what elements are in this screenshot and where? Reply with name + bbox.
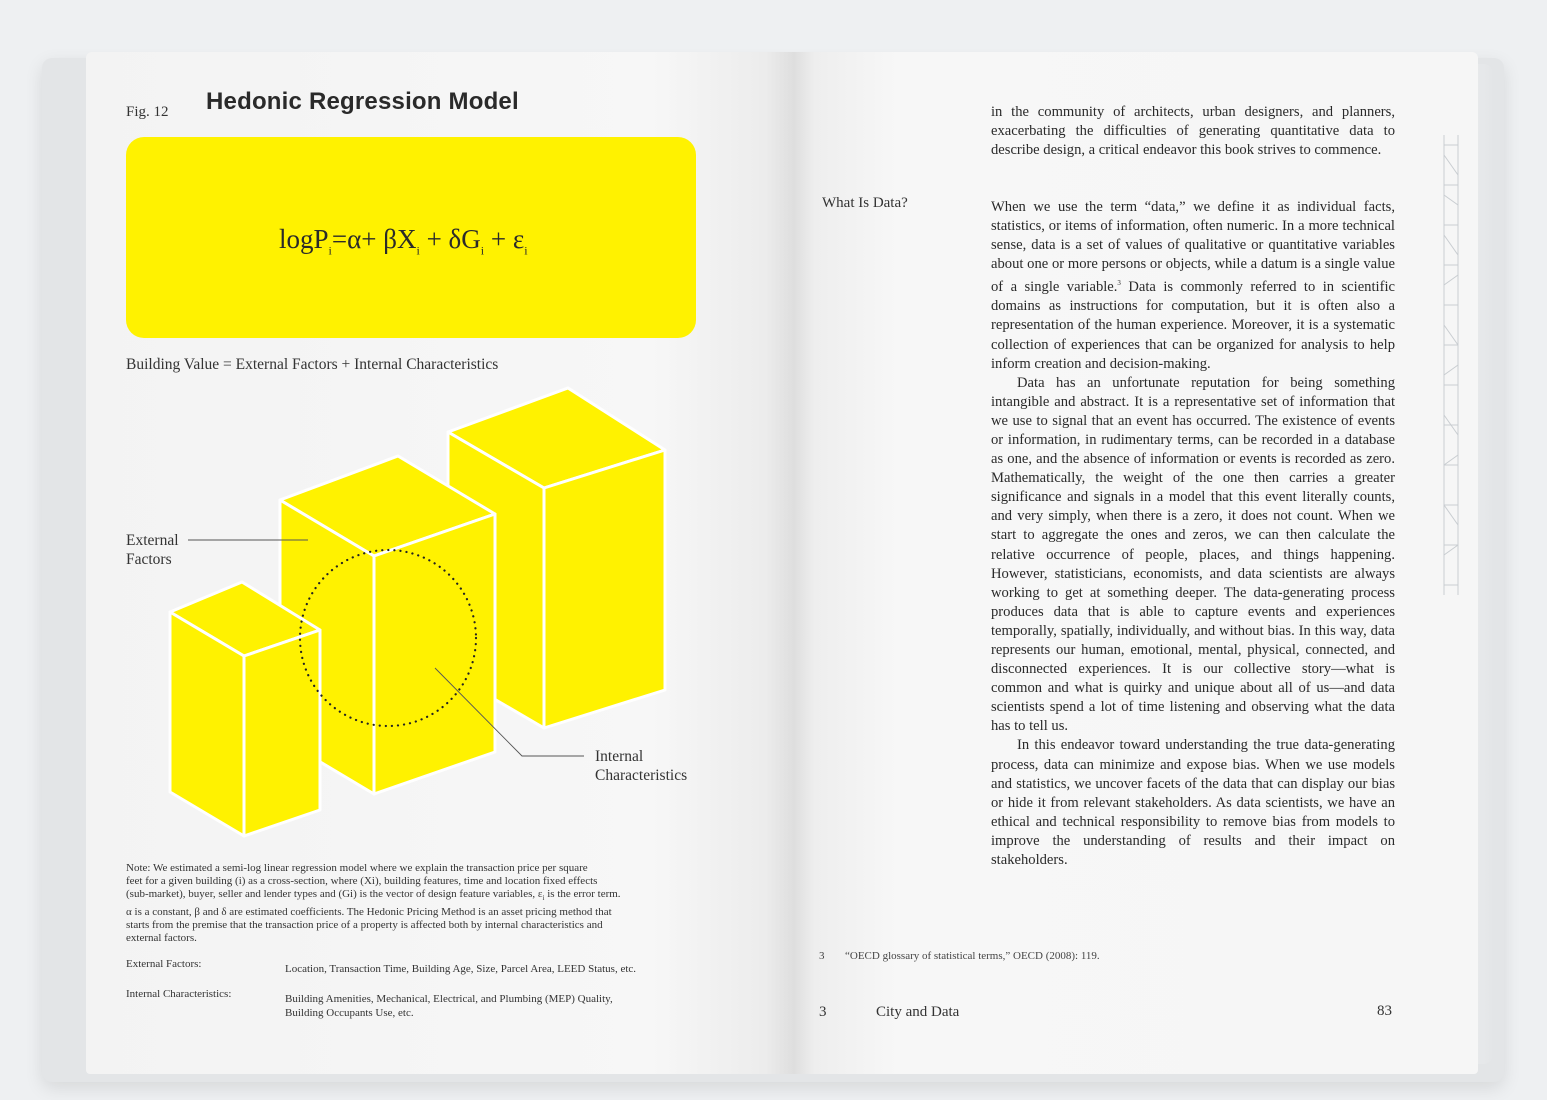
intro-paragraph bbox=[991, 103, 1395, 160]
internal-callout-line1: Internal bbox=[595, 748, 644, 765]
note-line bbox=[126, 888, 696, 905]
formula-subscript-i: i bbox=[328, 243, 332, 258]
formula-subscript-i: i bbox=[416, 243, 420, 258]
definition-term: Internal Characteristics: bbox=[126, 988, 232, 1000]
internal-callout-line2: Characteristics bbox=[595, 767, 688, 784]
note-line-head: (sub-market), buyer, seller and lender types and (Gi) is the vector of design feature variables, ε bbox=[126, 888, 543, 901]
note-line-tail: is the error term. bbox=[544, 888, 621, 901]
section-side-heading: What Is Data? bbox=[822, 195, 908, 211]
definition-term: External Factors: bbox=[126, 958, 202, 970]
formula-epsilon: + ε bbox=[484, 224, 525, 254]
internal-characteristics-callout bbox=[595, 747, 687, 785]
footer-chapter-title: City and Data bbox=[876, 1004, 960, 1020]
external-factors-callout bbox=[126, 531, 179, 569]
external-callout-line1: External bbox=[126, 532, 179, 549]
paragraph-1-part-b: Data is commonly referred to in scientific domains as instructions for computation, but it is often also a representation of the human experience. Moreover, it is a systematic collection of experiences that can be organized for analysis to help inform creation and decision-making. bbox=[991, 279, 1395, 372]
note-subscript-i: i bbox=[542, 894, 545, 903]
definition-value-line1: Building Amenities, Mechanical, Electrical, and Plumbing (MEP) Quality, bbox=[285, 993, 613, 1005]
small-block-right bbox=[244, 630, 320, 836]
tall-block-right bbox=[544, 450, 665, 728]
footnote-reference: 3 bbox=[1117, 279, 1121, 288]
note-line: starts from the premise that the transaction price of a property is affected both by internal characteristics and bbox=[126, 919, 603, 931]
definition-value bbox=[285, 993, 613, 1020]
formula-subscript-i: i bbox=[480, 243, 485, 258]
footnote-text: “OECD glossary of statistical terms,” OECD (2008): 119. bbox=[845, 950, 1100, 962]
formula-alpha: =α+ bbox=[331, 224, 384, 254]
note-line: external factors. bbox=[126, 932, 197, 945]
paragraph-3: In this endeavor toward understanding the true data-generating process, data can minimize and expose bias. When we use models and statistics, we uncover facets of the data that can display our bias or hide it from relevant stakeholders. As data scientists, we have an ethical and technical responsibility to remove bias from models to improve the understanding of results and their impact on stakeholders. bbox=[991, 737, 1395, 869]
intro-paragraph-text: in the community of architects, urban designers, and planners, exacerbating the difficulties of generating quantitative data to describe design, a critical endeavor this book strives to commence. bbox=[991, 104, 1395, 159]
paragraph-1 bbox=[991, 198, 1395, 374]
figure-number: Fig. 12 bbox=[126, 104, 169, 120]
equation-caption: Building Value = External Factors + Internal Characteristics bbox=[126, 356, 499, 373]
footer-chapter-number: 3 bbox=[819, 1004, 827, 1020]
definition-value: Location, Transaction Time, Building Age, Size, Parcel Area, LEED Status, etc. bbox=[285, 963, 637, 975]
formula-subscript-i: i bbox=[524, 243, 528, 258]
definition-value-line2: Building Occupants Use, etc. bbox=[285, 1006, 414, 1019]
regression-formula bbox=[279, 224, 528, 258]
footer-page-number: 83 bbox=[1377, 1003, 1392, 1019]
figure-note bbox=[126, 862, 696, 945]
section-body bbox=[991, 198, 1395, 870]
middle-block-right bbox=[374, 514, 495, 794]
ruler-strip bbox=[1440, 135, 1462, 595]
external-callout-line2: Factors bbox=[126, 551, 172, 568]
footnote-number: 3 bbox=[819, 950, 825, 962]
formula-delta-g: + δG bbox=[419, 224, 481, 254]
note-line: Note: We estimated a semi-log linear regression model where we explain the transaction price per square bbox=[126, 862, 588, 874]
note-line: α is a constant, β and δ are estimated coefficients. The Hedonic Pricing Method is an asset pricing method that bbox=[126, 905, 612, 918]
formula-beta-x: βX bbox=[383, 224, 417, 254]
formula-log-p: logP bbox=[279, 224, 329, 254]
paragraph-2: Data has an unfortunate reputation for being something intangible and abstract. It is a representative set of information that we use to signal that an event has occurred. The existence of events or information, in rudimentary terms, can be recorded in a database as one, and the absence of information or events is recorded as zero. Mathematically, the weight of the one then carries a greater significance and signals in a model that this event literally counts, and very simply, when there is a zero, it does not count. When we start to aggregate the ones and zeros, we can then calculate the relative occurrence of people, places, and things happening. However, statisticians, economists, and data scientists are always working to get at something deeper. The data-generating process produces data that is able to capture events and experiences temporally, spatially, individually, and without bias. In this way, data represents our human, emotional, mental, physical, connected, and disconnected experiences. It is our collective story—what is common and what is quirky and unique about all of us—and data scientists spend a lot of time listening and observing what the data has to tell us. bbox=[991, 374, 1395, 735]
note-line: feet for a given building (i) as a cross-section, where (Xi), building features, time and location fixed effects bbox=[126, 875, 598, 888]
paragraph-1-part-a: When we use the term “data,” we define it as individual facts, statistics, or items of information, often numeric. In a more technical sense, data is a set of values of qualitative or quantitative variables about one or more persons or objects, while a datum is a single value of a single variable. bbox=[991, 199, 1395, 296]
figure-title: Hedonic Regression Model bbox=[206, 88, 519, 115]
